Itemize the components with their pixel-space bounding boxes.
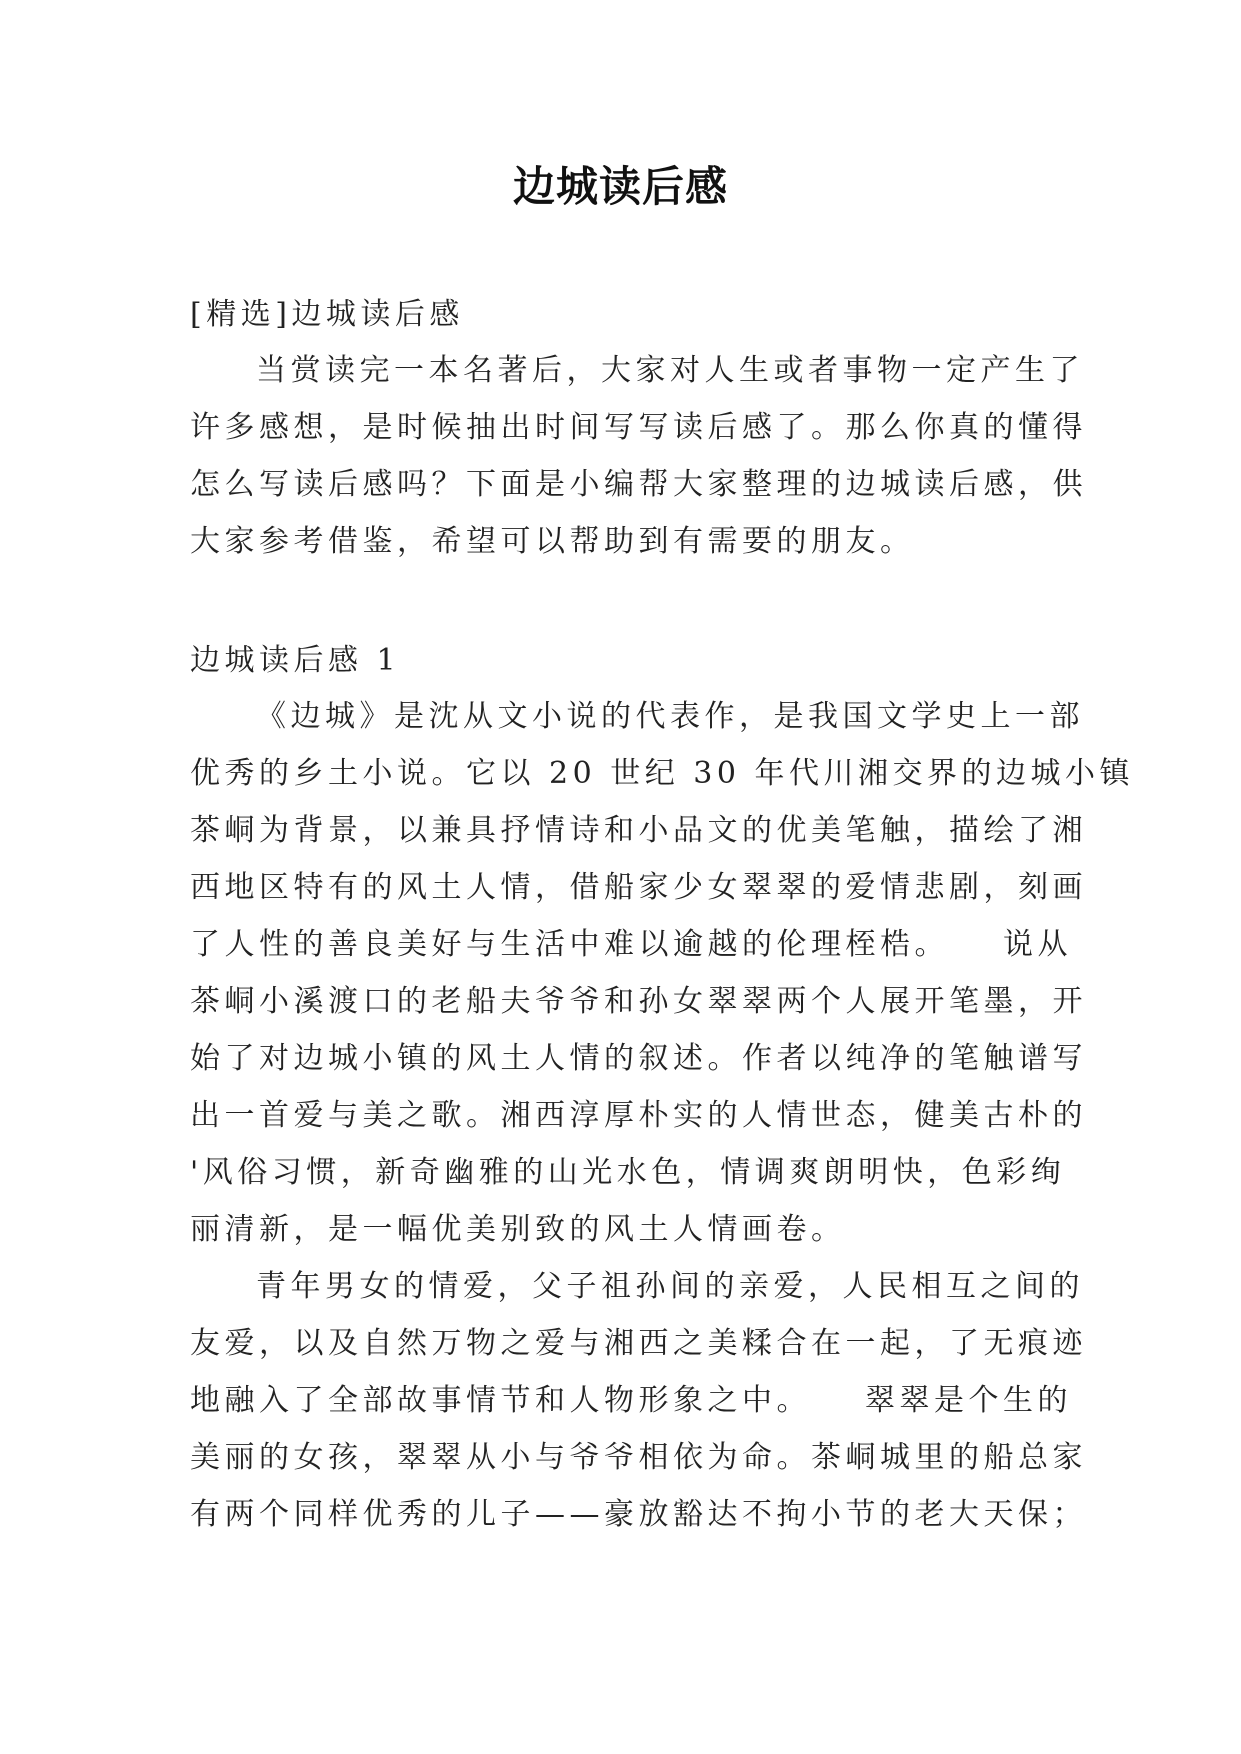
body-line: 始了对边城小镇的风土人情的叙述。作者以纯净的笔触谱写: [190, 1041, 1087, 1076]
intro-line: 当赏读完一本名著后，大家对人生或者事物一定产生了: [256, 353, 1084, 388]
body-line: 丽清新，是一幅优美别致的风土人情画卷。: [190, 1212, 846, 1247]
intro-line: 大家参考借鉴，希望可以帮助到有需要的朋友。: [190, 524, 915, 559]
body-line: 西地区特有的风土人情，借船家少女翠翠的爱情悲剧，刻画: [190, 870, 1087, 905]
intro-line: 怎么写读后感吗？下面是小编帮大家整理的边城读后感，供: [190, 467, 1087, 502]
body-line: 《边城》是沈从文小说的代表作，是我国文学史上一部: [256, 699, 1084, 734]
document-title: 边城读后感: [512, 162, 728, 211]
body-line: 青年男女的情爱，父子祖孙间的亲爱，人民相互之间的: [256, 1269, 1084, 1304]
body-line: 地融入了全部故事情节和人物形象之中。 翠翠是个生的: [190, 1383, 1072, 1418]
section-heading: 边城读后感 1: [190, 643, 401, 678]
intro-line: 许多感想，是时候抽出时间写写读后感了。那么你真的懂得: [190, 410, 1087, 445]
body-line: '风俗习惯，新奇幽雅的山光水色，情调爽朗明快，色彩绚: [190, 1155, 1066, 1190]
body-line: 友爱，以及自然万物之爱与湘西之美糅合在一起，了无痕迹: [190, 1326, 1087, 1361]
body-line: 有两个同样优秀的儿子——豪放豁达不拘小节的老大天保；: [190, 1497, 1087, 1532]
body-line: 优秀的乡土小说。它以 20 世纪 30 年代川湘交界的边城小镇: [190, 756, 1134, 791]
body-line: 美丽的女孩，翠翠从小与爷爷相依为命。茶峒城里的船总家: [190, 1440, 1087, 1475]
body-line: 出一首爱与美之歌。湘西淳厚朴实的人情世态，健美古朴的: [190, 1098, 1087, 1133]
body-line: 茶峒小溪渡口的老船夫爷爷和孙女翠翠两个人展开笔墨，开: [190, 984, 1087, 1019]
subtitle: [精选]边城读后感: [190, 297, 464, 332]
body-line: 茶峒为背景，以兼具抒情诗和小品文的优美笔触，描绘了湘: [190, 813, 1087, 848]
body-line: 了人性的善良美好与生活中难以逾越的伦理桎梏。 说从: [190, 927, 1072, 962]
